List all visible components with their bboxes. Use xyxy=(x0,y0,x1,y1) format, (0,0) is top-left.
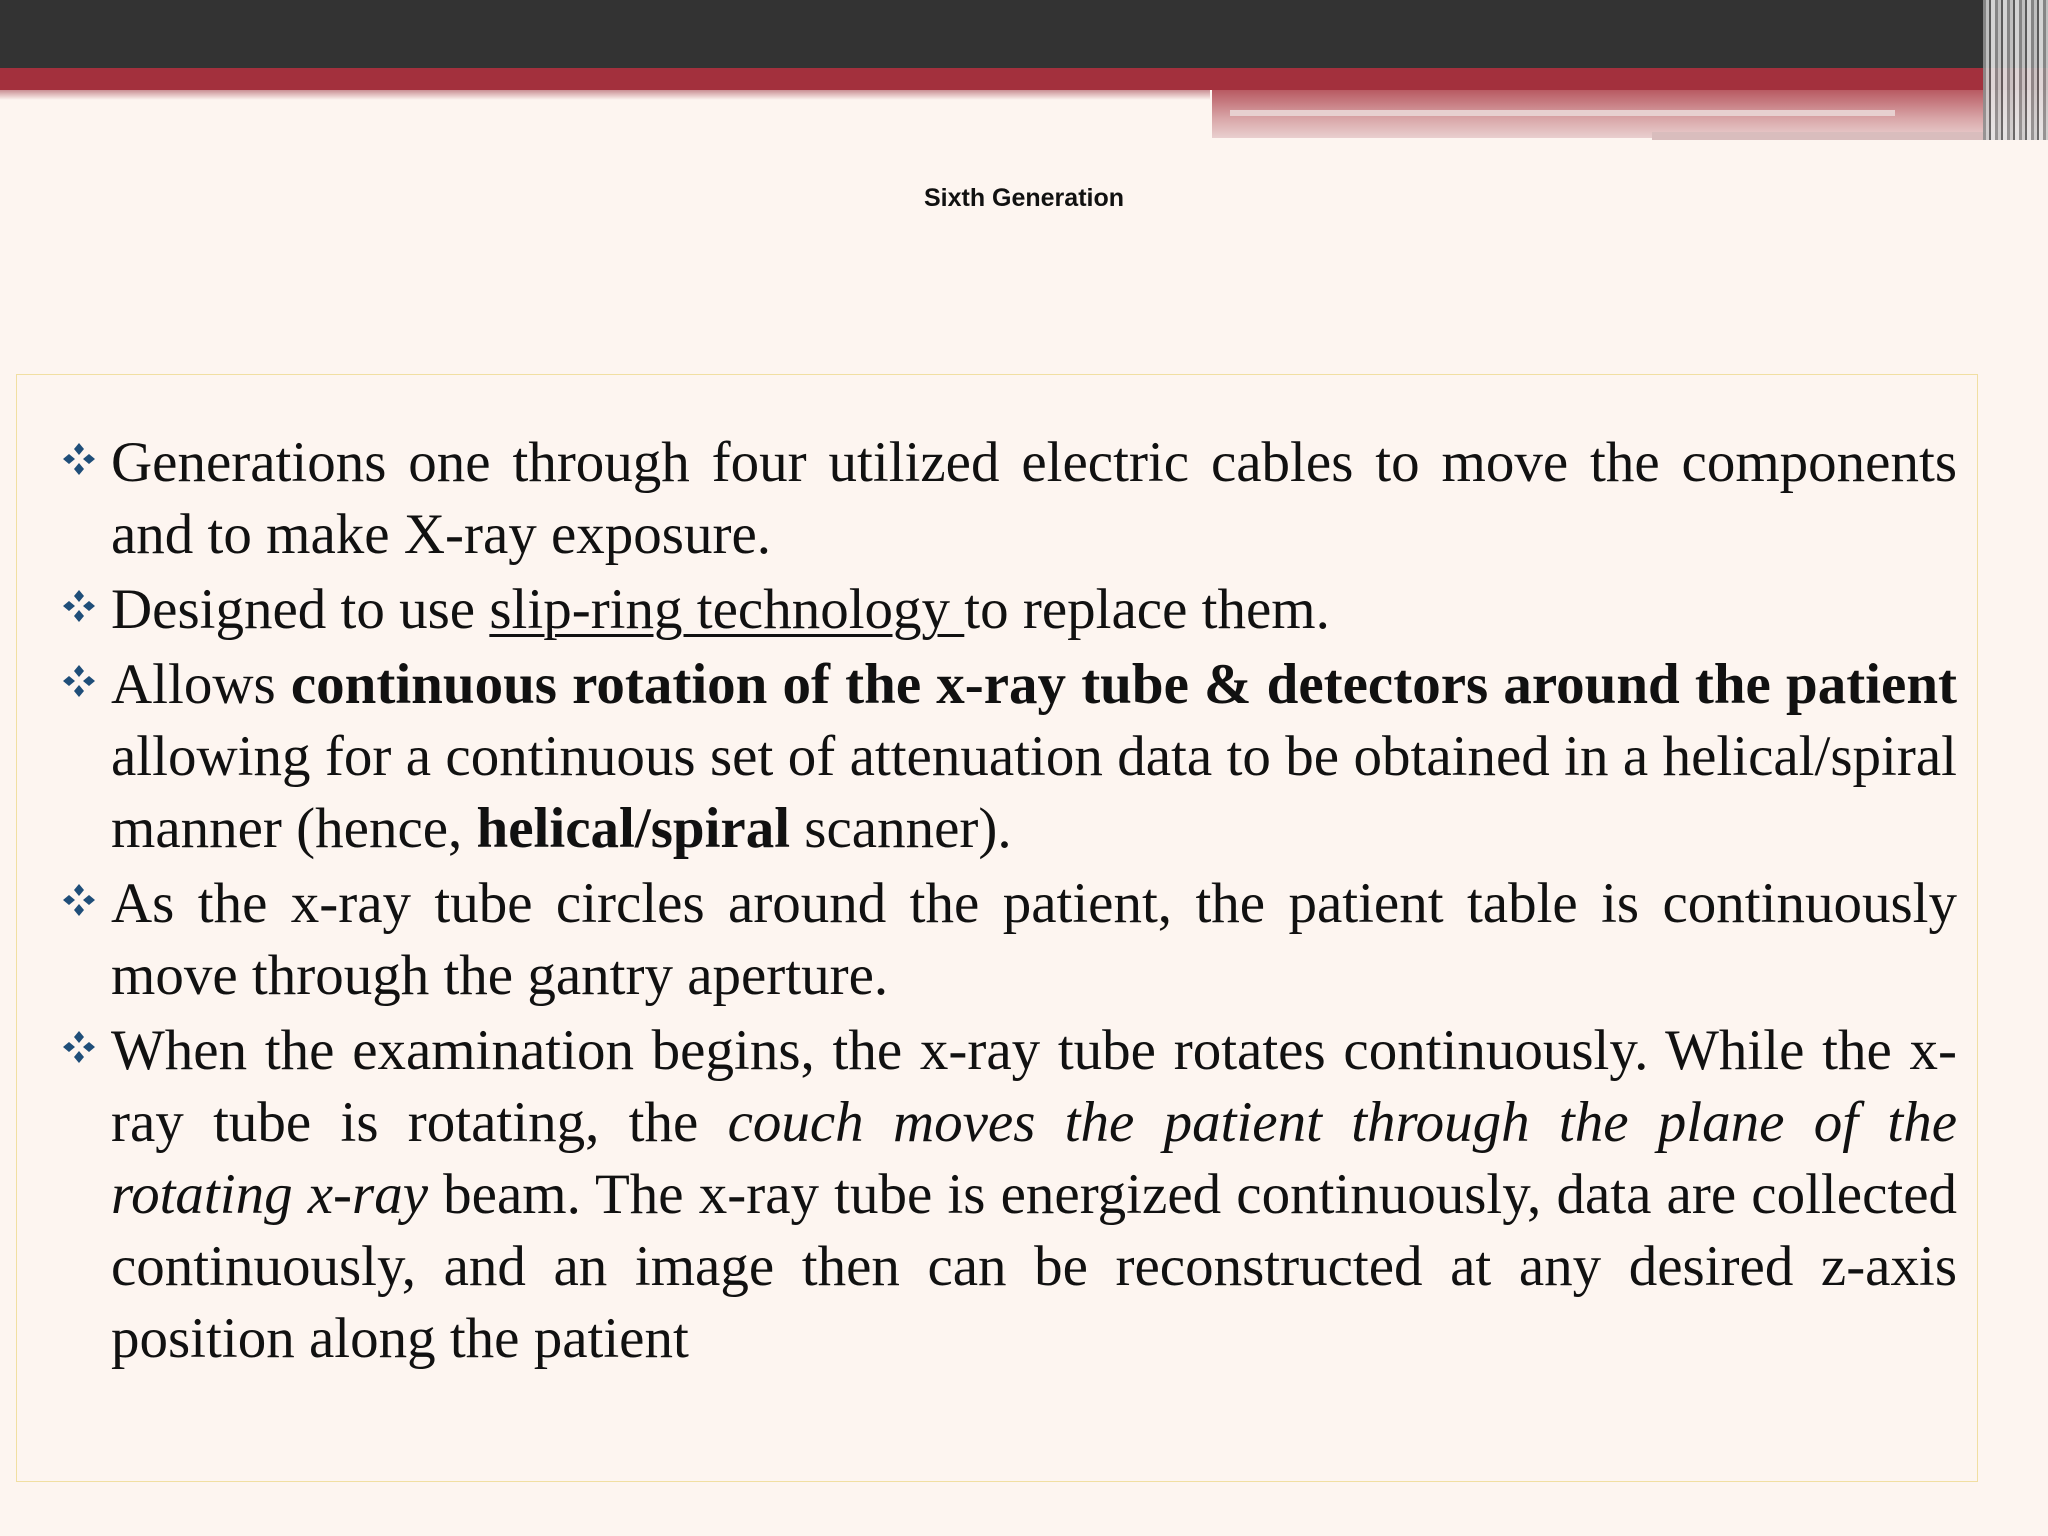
four-diamond-bullet-icon xyxy=(59,1027,99,1067)
header-red-bar xyxy=(0,68,2048,90)
bullet-text: When the examination begins, the x-ray tube rotates continuously. While the x-ray tube is rotating, the couch moves the patient through the plane of the rotating x-ray beam. The x-ray tube is energized continuously, data are collected continuously, and an image then can be reconstructed at any desired z-axis position along the patient xyxy=(111,1019,1957,1370)
bullet-item-4 xyxy=(47,868,1957,1012)
header-highlight-line xyxy=(1230,110,1895,116)
bullet-list xyxy=(47,427,1957,1378)
four-diamond-bullet-icon xyxy=(59,880,99,920)
bold-phrase: helical/spiral xyxy=(476,797,791,860)
slip-ring-technology-link[interactable]: slip-ring technology xyxy=(489,578,965,641)
four-diamond-bullet-icon xyxy=(59,439,99,479)
bullet-text: As the x-ray tube circles around the patient, the patient table is continuously move through the gantry aperture. xyxy=(111,872,1957,1007)
four-diamond-bullet-icon xyxy=(59,661,99,701)
bullet-text: Generations one through four utilized electric cables to move the components and to make X-ray exposure. xyxy=(111,431,1957,566)
content-box xyxy=(16,374,1978,1482)
bold-phrase: continuous rotation of the x-ray tube & detectors around the patient xyxy=(290,653,1957,716)
bullet-item-5 xyxy=(47,1015,1957,1375)
italic-phrase: couch moves the patient through the plane of the rotating x-ray xyxy=(111,1091,1957,1226)
header-red-bar-shadow xyxy=(0,90,1210,100)
header-dark-bar xyxy=(0,0,2048,68)
slide-title: Sixth Generation xyxy=(923,184,1125,212)
bullet-item-2 xyxy=(47,574,1947,646)
bullet-item-3 xyxy=(47,649,1957,865)
header-stripes-decoration xyxy=(1983,0,2048,140)
four-diamond-bullet-icon xyxy=(59,586,99,626)
bullet-text: Allows continuous rotation of the x-ray tube & detectors around the patient allowing for a continuous set of attenuation data to be obtained in a helical/spiral manner (hence, helical/spiral scanner). xyxy=(111,653,1957,860)
bullet-text: Designed to use slip-ring technology to replace them. xyxy=(111,578,1330,641)
bullet-item-1 xyxy=(47,427,1957,571)
